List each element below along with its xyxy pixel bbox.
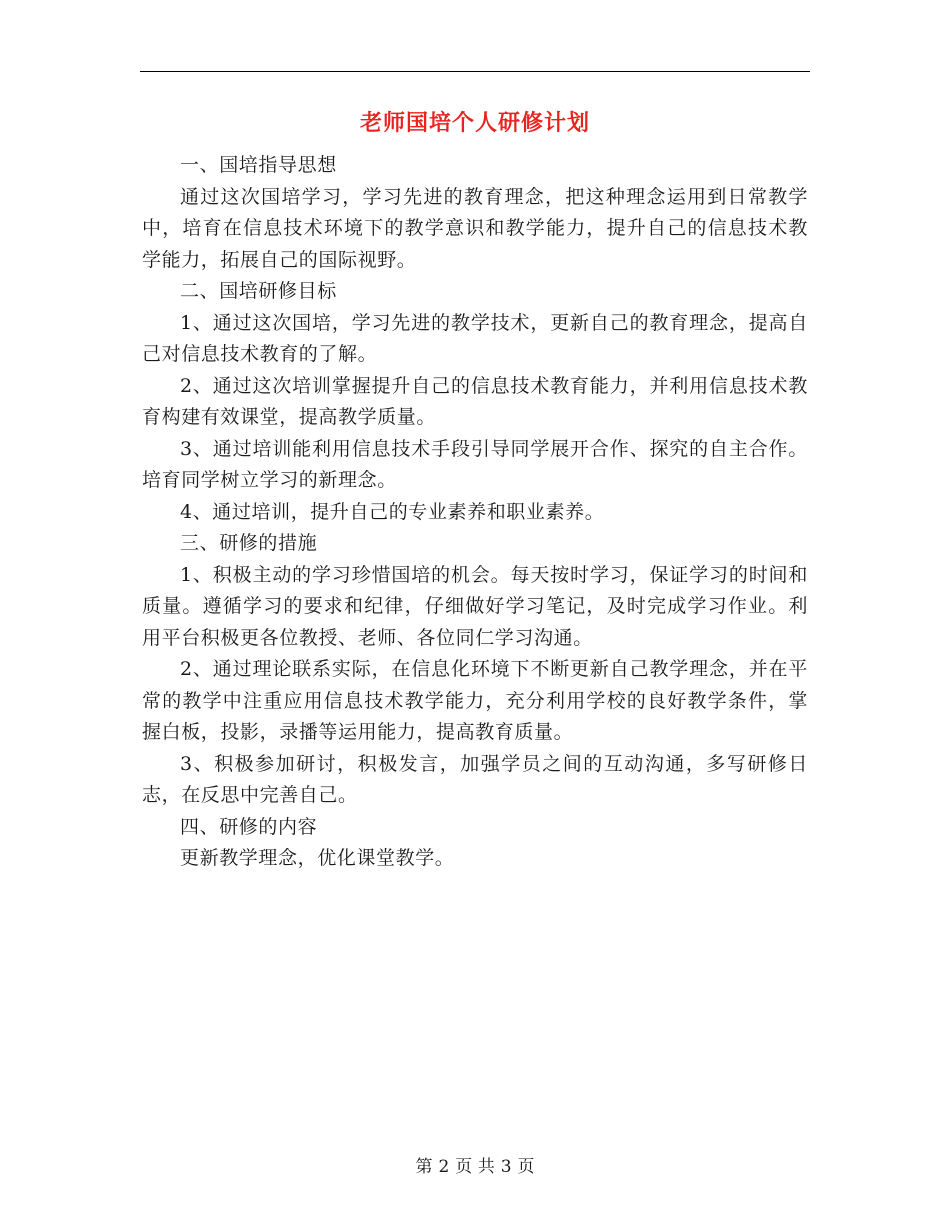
heading-study-goals: 二、国培研修目标 bbox=[180, 280, 337, 302]
document-title: 老师国培个人研修计划 bbox=[359, 111, 590, 136]
header-rule bbox=[140, 71, 810, 72]
measure-item-3: 3、积极参加研讨，积极发言，加强学员之间的互动沟通，多写研修日志，在反思中完善自己。 bbox=[142, 752, 808, 806]
goal-item-2: 2、通过这次培训掌握提升自己的信息技术教育能力，并利用信息技术教育构建有效课堂，提高教学质量。 bbox=[142, 374, 808, 428]
goal-item-4: 4、通过培训，提升自己的专业素养和职业素养。 bbox=[180, 500, 605, 523]
footer-page-number: 2 bbox=[438, 1157, 450, 1177]
paragraph-content: 更新教学理念，优化课堂教学。 bbox=[180, 847, 455, 869]
footer-middle: 页 共 bbox=[455, 1157, 495, 1177]
heading-measures: 三、研修的措施 bbox=[180, 532, 318, 554]
paragraph-guiding-thought: 通过这次国培学习，学习先进的教育理念，把这种理念运用到日常教学中，培育在信息技术环境下的教学意识和教学能力，提升自己的信息技术教学能力，拓展自己的国际视野。 bbox=[142, 185, 808, 271]
footer-page-total: 3 bbox=[500, 1157, 512, 1177]
document-body bbox=[142, 150, 808, 875]
footer-suffix: 页 bbox=[517, 1157, 535, 1177]
measure-item-2: 2、通过理论联系实际，在信息化环境下不断更新自己教学理念，并在平常的教学中注重应用信息技术教学能力，充分利用学校的良好教学条件，掌握白板，投影，录播等运用能力，提高教育质量。 bbox=[142, 658, 808, 743]
goal-item-3: 3、通过培训能利用信息技术手段引导同学展开合作、探究的自主合作。培育同学树立学习的新理念。 bbox=[142, 437, 808, 491]
heading-content: 四、研修的内容 bbox=[180, 815, 318, 838]
heading-guiding-thought: 一、国培指导思想 bbox=[180, 154, 337, 176]
measure-item-1: 1、积极主动的学习珍惜国培的机会。每天按时学习，保证学习的时间和质量。遵循学习的要求和纪律，仔细做好学习笔记，及时完成学习作业。利用平台积极更各位教授、老师、各位同仁学习沟通。 bbox=[142, 563, 808, 649]
goal-item-1: 1、通过这次国培，学习先进的教学技术，更新自己的教育理念，提高自己对信息技术教育的了解。 bbox=[142, 311, 808, 365]
footer-prefix: 第 bbox=[415, 1157, 433, 1177]
page-footer bbox=[0, 1155, 950, 1179]
